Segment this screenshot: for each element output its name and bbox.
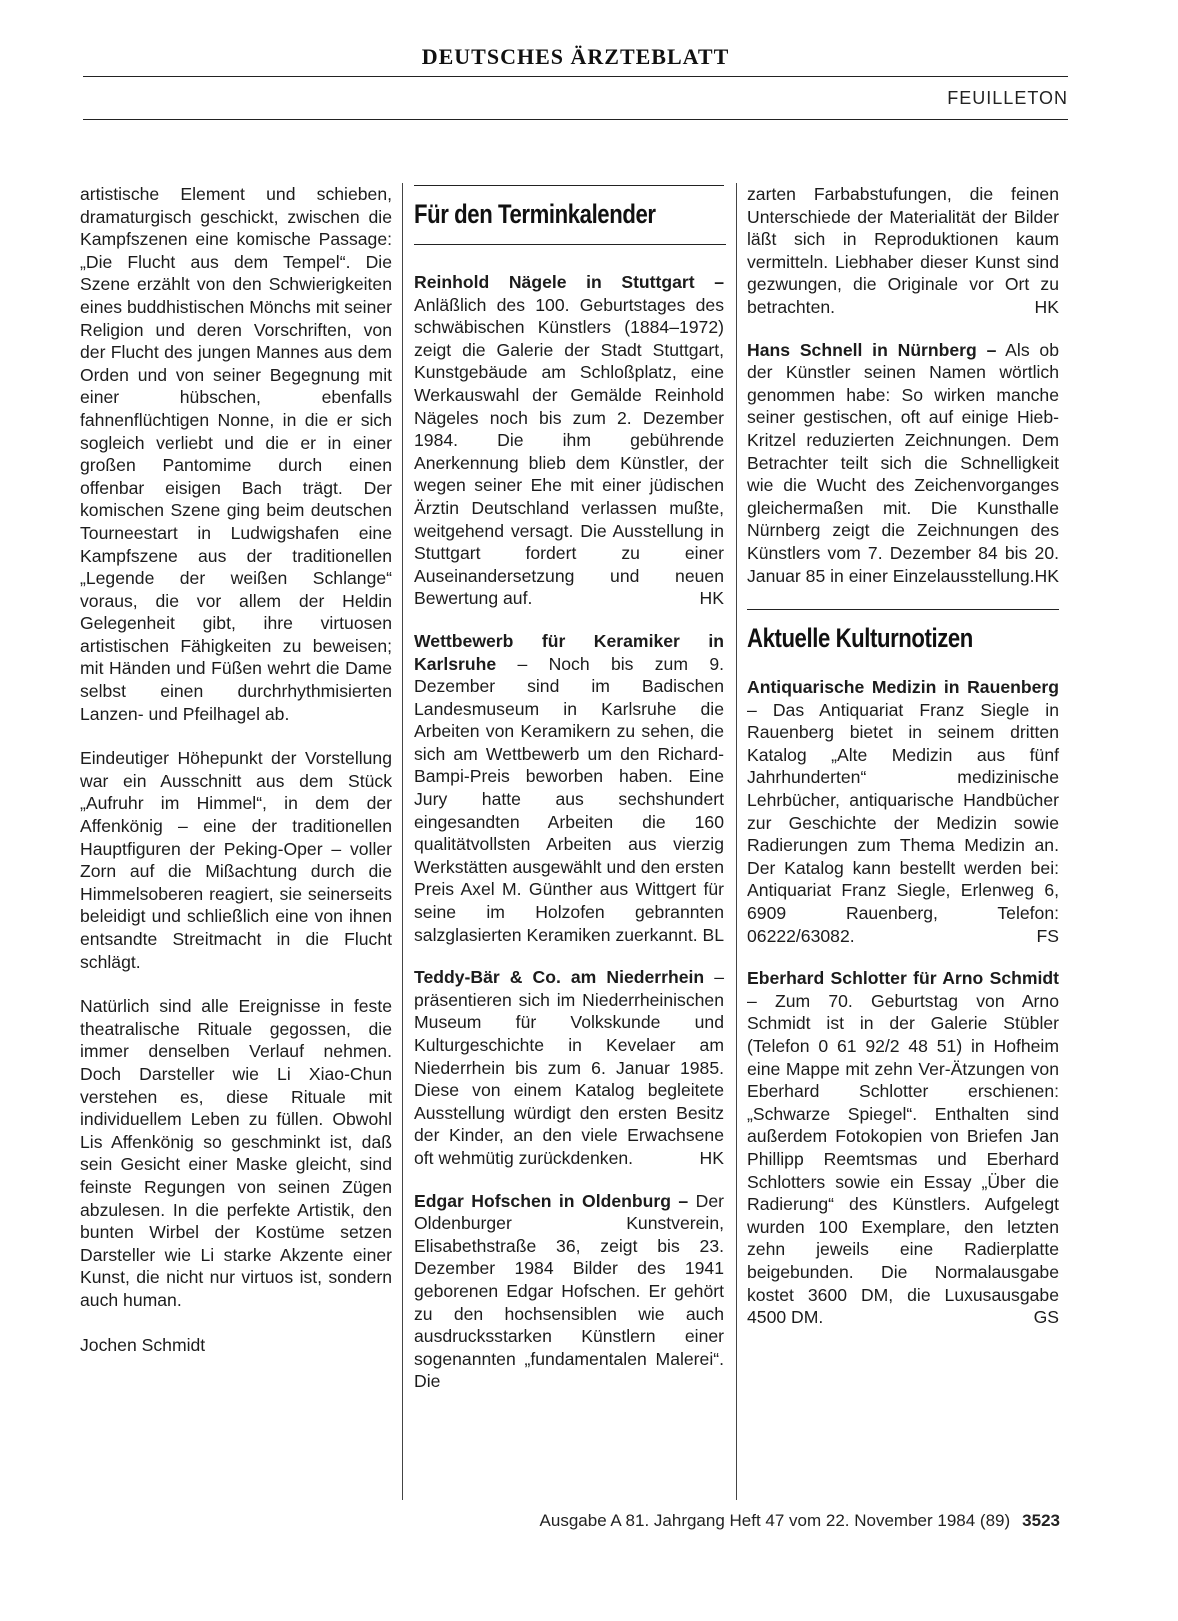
notice-signature: BL bbox=[702, 924, 724, 945]
article-column-1 bbox=[80, 183, 392, 1356]
box-top-rule bbox=[414, 185, 724, 186]
column-divider-2 bbox=[736, 183, 737, 1500]
notice-heading: Hans Schnell in Nürnberg – bbox=[747, 339, 997, 360]
publication-title: DEUTSCHES ÄRZTEBLATT bbox=[421, 44, 730, 69]
article-author: Jochen Schmidt bbox=[80, 1334, 206, 1355]
notice-signature: HK bbox=[699, 588, 724, 609]
notice-text: Als ob der Künstler seinen Namen wörtlich genommen habe: So wirken manche seiner gestischen, oft auf einige Hieb-Kritzel reduzierten Zeichnungen. Dem Betrachter teilt sich die Schnelligkeit wie die Wucht des Zeichenvorganges gleichermaßen mit. Die Kunsthalle Nürnberg zeigt die Zeichnungen des Künstlers vom 7. Dezember 84 bis 20. Januar 85 in einer Einzelausstellung. bbox=[747, 339, 1059, 586]
box-top-rule bbox=[747, 609, 1059, 610]
masthead-rule bbox=[83, 76, 1068, 77]
notice-text: – Zum 70. Geburtstag von Arno Schmidt ist in der Galerie Stübler (Telefon 0 61 92/2 48 51) in Hofheim eine Mappe mit zehn Ver-Ätzungen von Eberhard Schlotter erschienen: „Schwarze Spiegel“. Enthalten sind außerdem Fotokopien von Briefen Jan Phillipp Reemtsmas und Eberhard Schlotters sowie ein Essay „Über die Radierung“ des Künstlers. Aufgelegt wurden 100 Exemplare, den letzten zehn jeweils eine Radierplatte beigebunden. Die Normalausgabe kostet 3600 DM, die Luxusausgabe 4500 DM. bbox=[747, 990, 1059, 1328]
box-title-rule bbox=[414, 244, 726, 245]
article-paragraph-3: Natürlich sind alle Ereignisse in feste theatralische Rituale gegossen, die immer denselben Verlauf nehmen. Doch Darsteller wie Li Xiao-Chun verstehen es, diese Rituale mit individuellem Leben zu füllen. Obwohl Lis Affenkönig so geschminkt ist, daß sein Gesicht einer Maske gleicht, sind feinste Regungen von seinen Zügen abzulesen. In die perfekte Artistik, den bunten Wirbel der Kostüme setzen Darsteller wie Li starke Akzente einer Kunst, die nicht nur virtuos ist, sondern auch human. bbox=[80, 996, 392, 1310]
notice-antiquarische-medizin bbox=[747, 676, 1059, 947]
notice-signature: HK bbox=[1034, 296, 1059, 317]
notice-keramiker bbox=[414, 630, 724, 946]
section-rule bbox=[83, 119, 1068, 120]
notice-heading: Antiquarische Medizin in Rauenberg bbox=[747, 677, 1059, 698]
notice-teddy-baer bbox=[414, 966, 724, 1169]
edition-info: Ausgabe A 81. Jahrgang Heft 47 vom 22. November 1984 (89) bbox=[539, 1511, 1011, 1530]
column-divider-1 bbox=[402, 183, 403, 1500]
notices-column-2 bbox=[414, 183, 724, 1393]
notice-text: – präsentieren sich im Niederrheinischen Museum für Volkskunde und Kulturgeschichte in Kevelaer am Niederrhein bis zum 6. Januar 1985. Diese von einem Katalog begleitete Ausstellung würdigt den ersten Besitz der Kinder, an den viele Erwachsene oft wehmütig zurückdenken. bbox=[414, 967, 724, 1168]
notice-schlotter bbox=[747, 967, 1059, 1329]
notice-heading: Eberhard Schlotter für Arno Schmidt bbox=[747, 968, 1059, 989]
notice-schnell bbox=[747, 339, 1059, 588]
notice-text: Anläßlich des 100. Geburtstages des schwäbischen Künstlers (1884–1972) zeigt die Galerie der Stadt Stuttgart, Kunstgebäude am Schloßplatz, eine Werkauswahl der Gemälde Reinhold Nägeles noch bis zum 2. Dezember 1984. Die ihm gebührende Anerkennung blieb dem Künstler, der wegen seiner Ehe mit einer jüdischen Ärztin Deutschland verlassen mußte, weitgehend versagt. Die Ausstellung in Stuttgart fordert zu einer Auseinandersetzung und neuen Bewertung auf. bbox=[414, 294, 724, 609]
notice-signature: FS bbox=[1036, 925, 1059, 946]
section-label: FEUILLETON bbox=[947, 88, 1068, 108]
notice-text: – Das Antiquariat Franz Siegle in Rauenberg bietet in seinem dritten Katalog „Alte Medizin aus fünf Jahrhunderten“ medizinische Lehrbücher, antiquarische Handbücher zur Geschichte der Medizin sowie Radierungen zum Thema Medizin an. Der Katalog kann bestellt werden bei: Antiquariat Franz Siegle, Erlenweg 6, 6909 Rauenberg, Telefon: 06222/63082. bbox=[747, 699, 1059, 946]
notice-signature: GS bbox=[1033, 1307, 1059, 1328]
notice-heading: Edgar Hofschen in Oldenburg – bbox=[414, 1190, 689, 1211]
box-title-terminkalender: Für den Terminkalender bbox=[414, 199, 656, 229]
notice-hofschen-continued bbox=[747, 183, 1059, 319]
page-number: 3523 bbox=[1022, 1511, 1060, 1530]
notice-text: – Noch bis zum 9. Dezember sind im Badischen Landesmuseum in Karlsruhe die Arbeiten von Keramikern zu sehen, die sich am Wettbewerb um den Richard-Bampi-Preis beworben haben. Eine Jury hatte aus sechshundert eingesandten Arbeiten die 160 qualitätvollsten Arbeiten aus vierzig Werkstätten ausgewählt und den ersten Preis Axel M. Günther aus Wittgert für seine im Holzofen gebrannten salzglasierten Keramiken zuerkannt. bbox=[414, 653, 724, 945]
notice-signature: HK bbox=[699, 1147, 724, 1168]
notice-heading: Teddy-Bär & Co. am Niederrhein bbox=[414, 967, 705, 988]
notices-column-3 bbox=[747, 183, 1059, 1329]
notice-text: zarten Farbabstufungen, die feinen Unterschiede der Materialität der Bilder läßt sich in Reproduktionen kaum vermitteln. Liebhaber dieser Kunst sind gezwungen, die Originale vor Ort zu betrachten. bbox=[747, 184, 1059, 317]
notice-text: Der Oldenburger Kunstverein, Elisabethstraße 36, zeigt bis 23. Dezember 1984 Bilder des 1941 geborenen Edgar Hofschen. Er gehört zu den hochsensiblen wie auch ausdrucksstarken Künstlern einer sogenannten „fundamentalen Malerei“. Die bbox=[414, 1190, 724, 1392]
notice-signature: HK bbox=[1034, 565, 1059, 586]
notice-heading: Wettbewerb für Keramiker in Karlsruhe bbox=[414, 630, 724, 674]
box-title-kulturnotizen: Aktuelle Kulturnotizen bbox=[747, 623, 973, 654]
notice-naegele bbox=[414, 271, 724, 610]
article-paragraph-1: artistische Element und schieben, dramaturgisch geschickt, zwischen die Kampfszenen eine komische Passage: „Die Flucht aus dem Tempel“. Die Szene erzählt von den Schwierigkeiten eines buddhistischen Mönchs mit seiner Religion und deren Vorschriften, von der Flucht des jungen Mannes aus dem Orden und von seiner Begegnung mit einer hübschen, ebenfalls fahnenflüchtigen Nonne, in die er sich sogleich verliebt und die er in einer großen Pantomime durch einen offenbar eisigen Bach trägt. Der komischen Szene ging beim deutschen Tourneestart in Ludwigshafen eine Kampfszene aus der traditionellen „Legende der weißen Schlange“ voraus, die vor allem der Heldin Gelegenheit gibt, ihre virtuosen artistischen Fähigkeiten zu beweisen; mit Händen und Füßen wehrt die Dame selbst einen durchrhythmisierten Lanzen- und Pfeilhagel ab. bbox=[80, 184, 392, 724]
page-footer bbox=[0, 1511, 1060, 1531]
notice-hofschen bbox=[414, 1190, 724, 1393]
article-paragraph-2: Eindeutiger Höhepunkt der Vorstellung war ein Ausschnitt aus dem Stück „Aufruhr im Himmel“, in dem der Affenkönig – eine der traditionellen Hauptfiguren der Peking-Oper – voller Zorn auf die Mißachtung durch die Himmelsoberen reagiert, sie seinerseits beleidigt und schließlich eine von ihnen entsandte Streitmacht in die Flucht schlägt. bbox=[80, 748, 392, 972]
notice-heading: Reinhold Nägele in Stuttgart – bbox=[414, 272, 724, 292]
